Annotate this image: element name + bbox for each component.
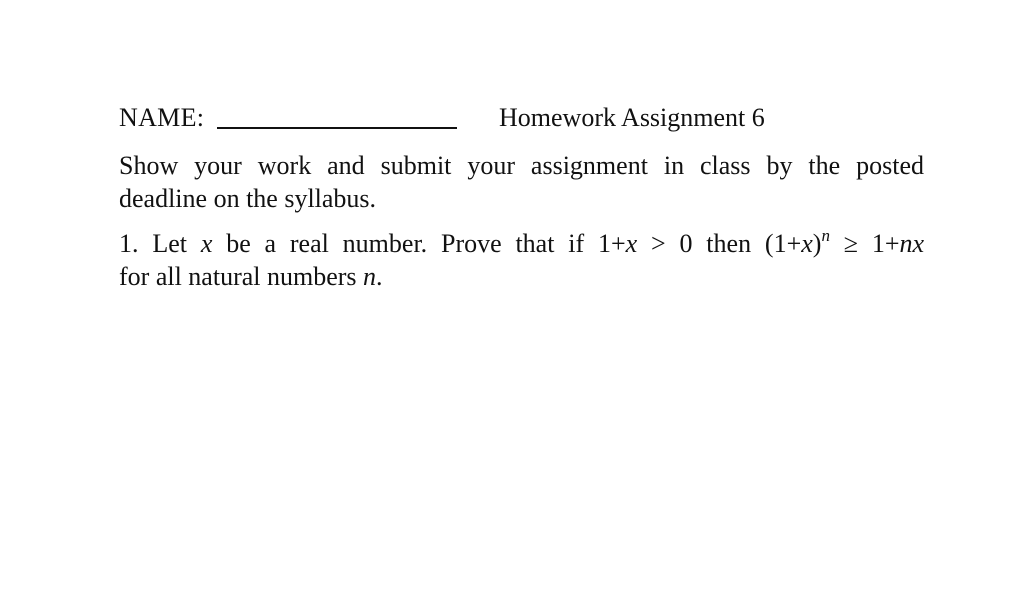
math-gt-zero-then: > 0 then	[651, 229, 752, 258]
problem-text-for-all: for all natural numbers	[119, 262, 357, 291]
problem-text-let: Let	[152, 229, 187, 258]
math-open-paren: (1+	[764, 229, 802, 258]
problem-1-line-2	[119, 260, 924, 293]
name-blank-line	[217, 127, 457, 129]
instructions-line-2: deadline on the syllabus.	[119, 184, 377, 213]
assignment-title: Homework Assignment 6	[499, 103, 765, 132]
math-variable-x: x	[200, 229, 213, 258]
math-one-plus: 1+	[597, 229, 626, 258]
instructions-line-1: Show your work and submit your assignment in class by the posted	[119, 151, 924, 180]
math-variable-n: n	[899, 229, 913, 258]
problem-text-be-real: be a real number. Prove that if	[226, 229, 585, 258]
problem-number: 1.	[119, 229, 139, 258]
header-row	[119, 100, 929, 136]
name-label: NAME:	[119, 103, 205, 132]
math-geq-one-plus: ≥ 1+	[843, 229, 900, 258]
math-variable-n: n	[363, 262, 377, 291]
problem-1-line-1	[119, 227, 924, 260]
math-variable-x: x	[912, 229, 925, 258]
math-close-paren: )	[812, 229, 822, 258]
problem-period: .	[376, 262, 383, 291]
math-variable-x: x	[801, 229, 813, 258]
instructions-paragraph	[119, 149, 924, 215]
math-variable-x: x	[625, 229, 638, 258]
math-exponent-n: n	[821, 226, 830, 245]
problem-1	[119, 227, 924, 293]
